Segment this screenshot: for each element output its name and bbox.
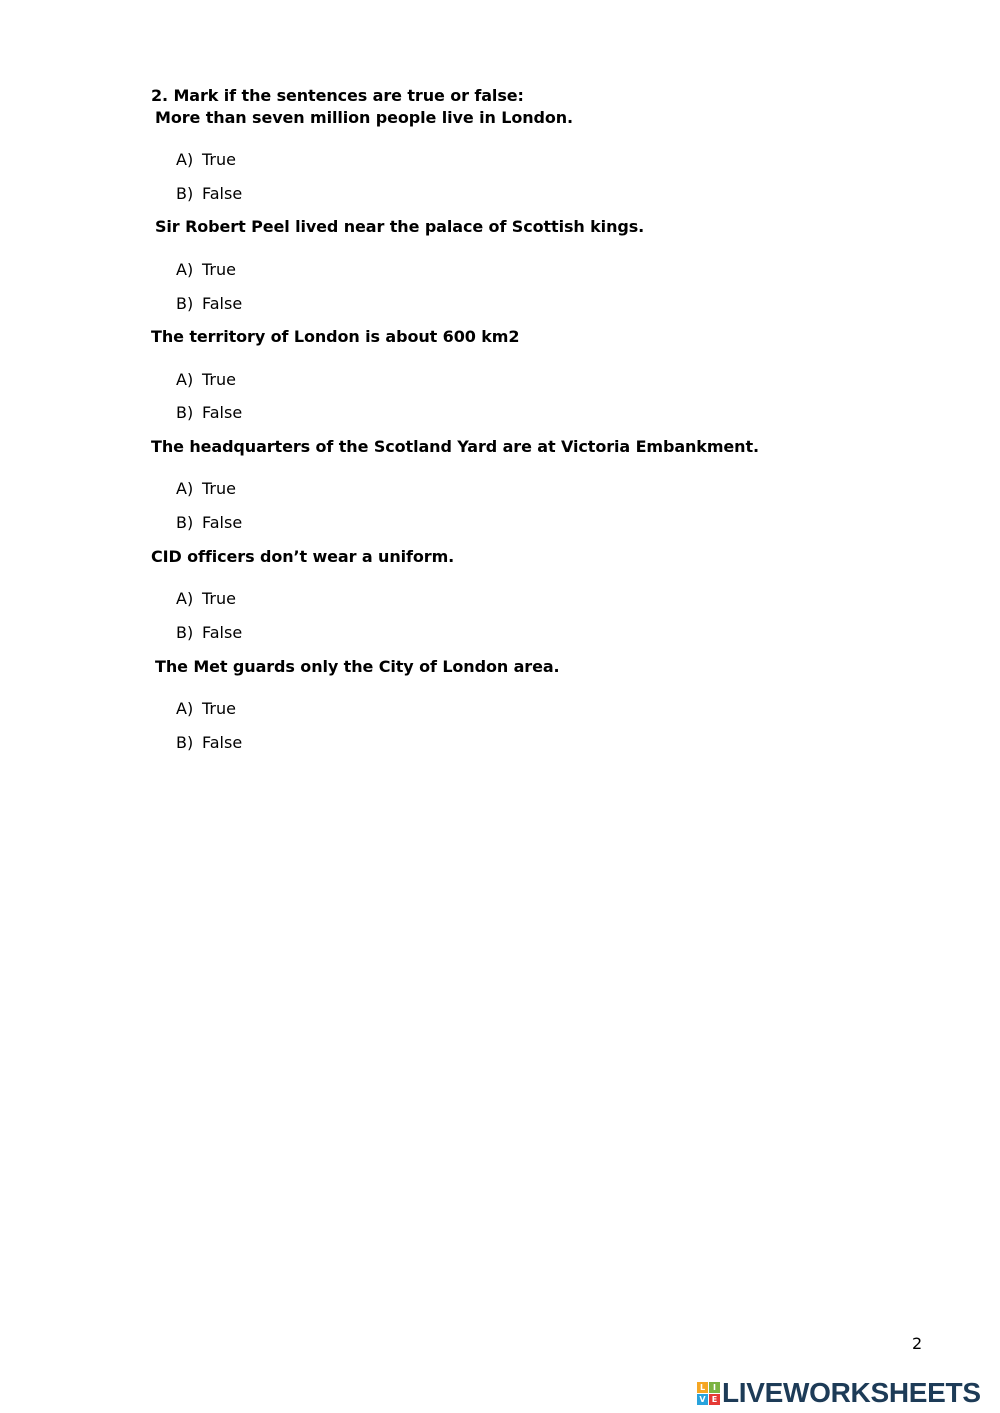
page-number: 2 xyxy=(912,1334,923,1353)
option-letter: B) xyxy=(176,733,194,752)
liveworksheets-logo xyxy=(697,1378,981,1408)
question-statement: CID officers don’t wear a uniform. xyxy=(151,547,455,566)
option-letter: A) xyxy=(176,150,194,169)
answer-option-true[interactable] xyxy=(176,370,236,390)
option-label: False xyxy=(202,513,243,532)
option-label: True xyxy=(202,150,236,169)
answer-option-false[interactable] xyxy=(176,733,242,753)
option-letter: A) xyxy=(176,699,194,718)
option-letter: B) xyxy=(176,623,194,642)
option-label: False xyxy=(202,403,243,422)
worksheet-heading: 2. Mark if the sentences are true or false: xyxy=(151,86,524,105)
logo-mark-letter: I xyxy=(709,1382,720,1393)
option-label: True xyxy=(202,370,236,389)
answer-option-true[interactable] xyxy=(176,589,236,609)
answer-option-true[interactable] xyxy=(176,699,236,719)
option-label: True xyxy=(202,260,236,279)
answer-option-true[interactable] xyxy=(176,479,236,499)
question-statement: More than seven million people live in London. xyxy=(155,108,574,127)
answer-option-false[interactable] xyxy=(176,513,242,533)
logo-mark-letter: E xyxy=(709,1394,720,1405)
option-letter: B) xyxy=(176,294,194,313)
option-label: True xyxy=(202,479,236,498)
option-label: False xyxy=(202,733,243,752)
option-letter: A) xyxy=(176,370,194,389)
option-letter: B) xyxy=(176,403,194,422)
option-letter: A) xyxy=(176,589,194,608)
question-statement: The Met guards only the City of London area. xyxy=(155,657,560,676)
option-letter: A) xyxy=(176,260,194,279)
option-letter: B) xyxy=(176,513,194,532)
answer-option-false[interactable] xyxy=(176,294,242,314)
liveworksheets-logo-icon xyxy=(697,1382,720,1405)
logo-mark-letter: V xyxy=(697,1394,708,1405)
option-label: False xyxy=(202,294,243,313)
question-statement: The headquarters of the Scotland Yard are at Victoria Embankment. xyxy=(151,437,759,456)
option-letter: A) xyxy=(176,479,194,498)
option-label: False xyxy=(202,623,243,642)
option-label: False xyxy=(202,184,243,203)
answer-option-false[interactable] xyxy=(176,403,242,423)
answer-option-false[interactable] xyxy=(176,623,242,643)
answer-option-true[interactable] xyxy=(176,260,236,280)
answer-option-true[interactable] xyxy=(176,150,236,170)
question-statement: Sir Robert Peel lived near the palace of Scottish kings. xyxy=(155,217,645,236)
brand-name: LIVEWORKSHEETS xyxy=(722,1377,981,1408)
option-label: True xyxy=(202,699,236,718)
logo-mark-letter: L xyxy=(697,1382,708,1393)
answer-option-false[interactable] xyxy=(176,184,242,204)
question-statement: The territory of London is about 600 km2 xyxy=(151,327,520,346)
option-label: True xyxy=(202,589,236,608)
option-letter: B) xyxy=(176,184,194,203)
